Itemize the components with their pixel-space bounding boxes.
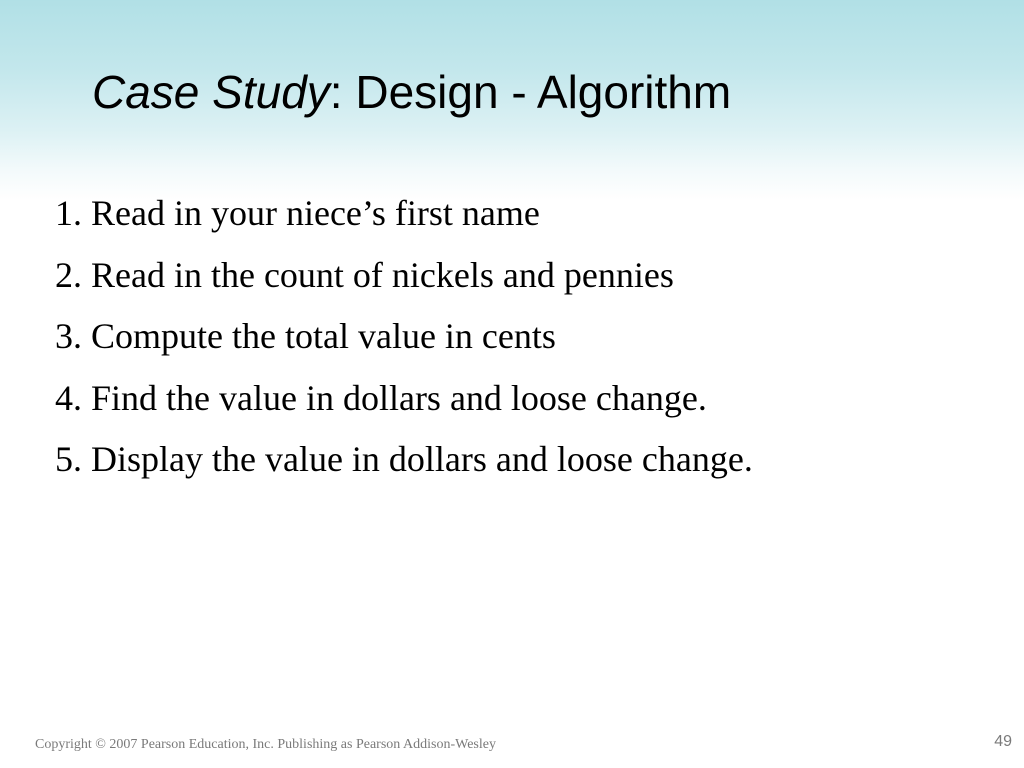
copyright-footer: Copyright © 2007 Pearson Education, Inc. Publishing as Pearson Addison-Wesley xyxy=(35,737,496,752)
algorithm-step: 5. Display the value in dollars and loose change. xyxy=(55,439,753,479)
page-number: 49 xyxy=(994,733,1012,750)
algorithm-step: 2. Read in the count of nickels and pennies xyxy=(55,254,674,295)
slide-title xyxy=(92,60,731,124)
algorithm-step: 1. Read in your niece’s first name xyxy=(55,193,540,233)
algorithm-step: 3. Compute the total value in cents xyxy=(55,316,556,356)
slide-title-rest: : Design - Algorithm xyxy=(329,66,732,118)
algorithm-step: 4. Find the value in dollars and loose change. xyxy=(55,377,707,418)
slide-title-italic: Case Study xyxy=(92,66,330,118)
algorithm-step-list xyxy=(55,190,753,498)
